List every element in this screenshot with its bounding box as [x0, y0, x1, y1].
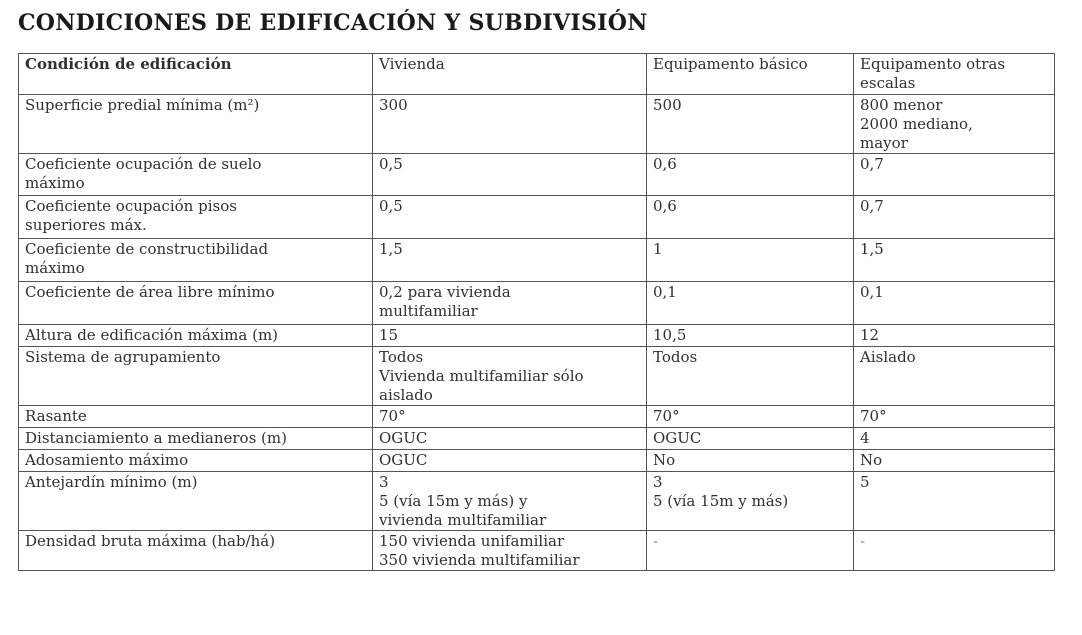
table-header-row	[19, 54, 1055, 95]
table-row	[19, 450, 1055, 472]
cell-text-line: Superficie predial mínima (m²)	[25, 96, 260, 114]
equipamento-basico-cell	[647, 325, 854, 347]
condition-cell	[19, 325, 373, 347]
cell-text-line: Vivienda multifamiliar sólo	[379, 367, 584, 385]
cell-text-line: 1	[653, 240, 663, 258]
table-row	[19, 347, 1055, 406]
vivienda-cell	[373, 154, 647, 196]
equipamento-otras-cell	[854, 406, 1055, 428]
cell-text-line: 800 menor	[860, 96, 943, 114]
equipamento-basico-cell	[647, 347, 854, 406]
equipamento-basico-cell	[647, 196, 854, 239]
cell-text-line: 150 vivienda unifamiliar	[379, 532, 565, 550]
vivienda-cell	[373, 325, 647, 347]
cell-text-line: 1,5	[379, 240, 403, 258]
cell-text-line: 350 vivienda multifamiliar	[379, 551, 580, 569]
equipamento-basico-cell	[647, 154, 854, 196]
cell-text-line: 15	[379, 326, 399, 344]
table-row	[19, 239, 1055, 282]
cell-text-line: 0,7	[860, 155, 884, 173]
equipamento-basico-cell	[647, 406, 854, 428]
equipamento-basico-cell	[647, 282, 854, 325]
vivienda-cell	[373, 406, 647, 428]
vivienda-cell	[373, 472, 647, 531]
equipamento-otras-cell	[854, 282, 1055, 325]
table-row	[19, 406, 1055, 428]
cell-text-line: 2000 mediano,	[860, 115, 973, 133]
cell-text-line: 0,7	[860, 197, 884, 215]
header-equipamento-otras	[854, 54, 1055, 95]
cell-text-line: -	[860, 532, 866, 550]
cell-text-line: Adosamiento máximo	[25, 451, 189, 469]
cell-text-line: Coeficiente ocupación de suelo	[25, 155, 262, 173]
condition-cell	[19, 196, 373, 239]
cell-text-line: 70°	[653, 407, 680, 425]
cell-text-line: 12	[860, 326, 880, 344]
vivienda-cell	[373, 282, 647, 325]
cell-text-line: No	[860, 451, 883, 469]
condition-cell	[19, 154, 373, 196]
cell-text-line: máximo	[25, 259, 85, 277]
cell-text-line: Antejardín mínimo (m)	[25, 473, 198, 491]
equipamento-otras-cell	[854, 347, 1055, 406]
vivienda-cell	[373, 239, 647, 282]
table-row	[19, 531, 1055, 571]
cell-text-line: 5	[860, 473, 870, 491]
header-text-line: escalas	[860, 74, 916, 92]
equipamento-otras-cell	[854, 196, 1055, 239]
table-row	[19, 154, 1055, 196]
table-row	[19, 95, 1055, 154]
cell-text-line: Todos	[379, 348, 424, 366]
condition-cell	[19, 531, 373, 571]
header-text-line: Vivienda	[379, 55, 445, 73]
cell-text-line: máximo	[25, 174, 85, 192]
cell-text-line: Coeficiente de constructibilidad	[25, 240, 269, 258]
cell-text-line: 3	[379, 473, 389, 491]
equipamento-basico-cell	[647, 531, 854, 571]
equipamento-basico-cell	[647, 428, 854, 450]
cell-text-line: 0,6	[653, 155, 677, 173]
condition-cell	[19, 347, 373, 406]
header-equipamento-basico	[647, 54, 854, 95]
cell-text-line: Rasante	[25, 407, 87, 425]
vivienda-cell	[373, 450, 647, 472]
cell-text-line: 300	[379, 96, 408, 114]
cell-text-line: Coeficiente ocupación pisos	[25, 197, 237, 215]
condition-cell	[19, 282, 373, 325]
table-row	[19, 325, 1055, 347]
condition-cell	[19, 428, 373, 450]
cell-text-line: Todos	[653, 348, 698, 366]
equipamento-otras-cell	[854, 154, 1055, 196]
header-text-line: Equipamento otras	[860, 55, 1006, 73]
cell-text-line: superiores máx.	[25, 216, 147, 234]
condition-cell	[19, 450, 373, 472]
equipamento-otras-cell	[854, 325, 1055, 347]
condition-cell	[19, 472, 373, 531]
header-vivienda	[373, 54, 647, 95]
header-condicion	[19, 54, 373, 95]
header-text-line: Condición de edificación	[25, 55, 232, 73]
equipamento-otras-cell	[854, 95, 1055, 154]
vivienda-cell	[373, 196, 647, 239]
cell-text-line: Coeficiente de área libre mínimo	[25, 283, 275, 301]
header-text-line: Equipamento básico	[653, 55, 808, 73]
cell-text-line: aislado	[379, 386, 433, 404]
cell-text-line: No	[653, 451, 676, 469]
equipamento-otras-cell	[854, 531, 1055, 571]
table-row	[19, 196, 1055, 239]
cell-text-line: 70°	[379, 407, 406, 425]
equipamento-otras-cell	[854, 239, 1055, 282]
cell-text-line: 5 (vía 15m y más) y	[379, 492, 528, 510]
equipamento-otras-cell	[854, 472, 1055, 531]
vivienda-cell	[373, 95, 647, 154]
equipamento-otras-cell	[854, 428, 1055, 450]
vivienda-cell	[373, 428, 647, 450]
cell-text-line: 500	[653, 96, 682, 114]
cell-text-line: 0,5	[379, 197, 403, 215]
equipamento-otras-cell	[854, 450, 1055, 472]
cell-text-line: Distanciamiento a medianeros (m)	[25, 429, 287, 447]
cell-text-line: 0,1	[860, 283, 884, 301]
cell-text-line: vivienda multifamiliar	[379, 511, 547, 529]
cell-text-line: 0,1	[653, 283, 677, 301]
vivienda-cell	[373, 347, 647, 406]
cell-text-line: 4	[860, 429, 870, 447]
vivienda-cell	[373, 531, 647, 571]
cell-text-line: Altura de edificación máxima (m)	[25, 326, 279, 344]
cell-text-line: 1,5	[860, 240, 884, 258]
condition-cell	[19, 239, 373, 282]
equipamento-basico-cell	[647, 472, 854, 531]
equipamento-basico-cell	[647, 450, 854, 472]
cell-text-line: 70°	[860, 407, 887, 425]
building-conditions-table	[18, 53, 1055, 571]
cell-text-line: Aislado	[860, 348, 916, 366]
equipamento-basico-cell	[647, 239, 854, 282]
condition-cell	[19, 406, 373, 428]
cell-text-line: 3	[653, 473, 663, 491]
cell-text-line: mayor	[860, 134, 908, 152]
table-row	[19, 428, 1055, 450]
cell-text-line: multifamiliar	[379, 302, 478, 320]
cell-text-line: OGUC	[379, 451, 428, 469]
cell-text-line: OGUC	[653, 429, 702, 447]
cell-text-line: Densidad bruta máxima (hab/há)	[25, 532, 276, 550]
table-row	[19, 472, 1055, 531]
table-row	[19, 282, 1055, 325]
condition-cell	[19, 95, 373, 154]
cell-text-line: OGUC	[379, 429, 428, 447]
cell-text-line: 0,6	[653, 197, 677, 215]
cell-text-line: 5 (vía 15m y más)	[653, 492, 789, 510]
document-title: CONDICIONES DE EDIFICACIÓN Y SUBDIVISIÓN	[18, 10, 648, 36]
cell-text-line: 0,2 para vivienda	[379, 283, 511, 301]
cell-text-line: Sistema de agrupamiento	[25, 348, 221, 366]
cell-text-line: 0,5	[379, 155, 403, 173]
cell-text-line: -	[653, 532, 659, 550]
cell-text-line: 10,5	[653, 326, 687, 344]
equipamento-basico-cell	[647, 95, 854, 154]
